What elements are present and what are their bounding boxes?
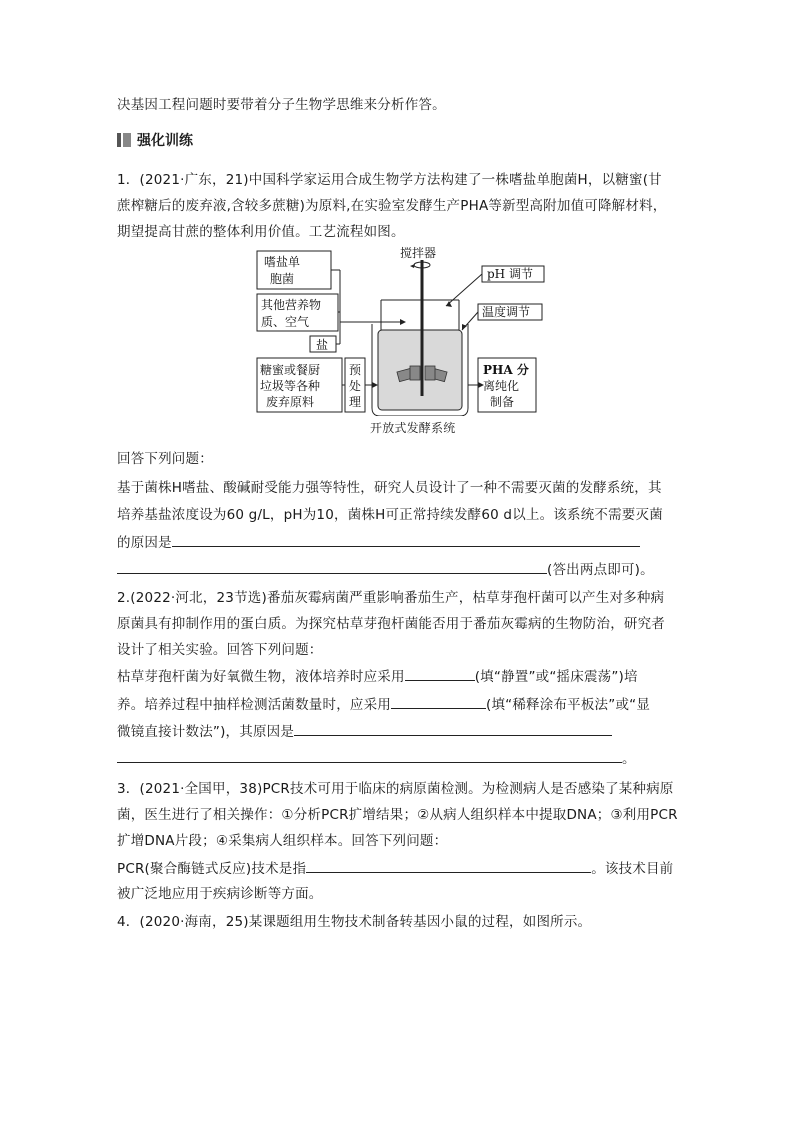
fermentation-process-diagram [250, 246, 550, 416]
section-title: 强化训练 [137, 133, 193, 149]
q3-line-4-text: PCR(聚合酶链式反应)技术是指 [117, 861, 307, 877]
q2-line-3: 设计了相关实验。回答下列问题： [117, 642, 323, 658]
salt-label: 盐 [316, 338, 329, 352]
ph-label: pH 调节 [487, 267, 533, 281]
q1-text-1: 基于菌株H嗜盐、酸碱耐受能力强等特性，研究人员设计了一种不需要灭菌的发酵系统，其 [117, 480, 662, 496]
q2-reason-blank-1[interactable] [294, 721, 612, 736]
q3-line-4 [117, 858, 677, 879]
q2-line-4-text: 枯草芽孢杆菌为好氧微生物，液体培养时应采用 [117, 669, 405, 685]
nutrients-label: 其他营养物 [261, 298, 322, 312]
q1-reason-prompt: 的原因是 [117, 535, 172, 551]
q2-line-4-hint: (填“静置”或“摇床震荡”)培 [474, 669, 638, 685]
pretreat-label: 理 [349, 395, 362, 409]
q3-line-1: 3．(2021·全国甲，38)PCR技术可用于临床的病原菌检测。为检测病人是否感染了某种病原 [117, 781, 674, 797]
diagram-caption: 开放式发酵系统 [370, 421, 456, 435]
waste-label: 废弃原料 [266, 395, 315, 409]
q3-line-4-suffix: 。该技术目前 [591, 861, 674, 877]
q2-line-1: 2.(2022·河北，23节选)番茄灰霉病菌严重影响番茄生产，枯草芽孢杆菌可以产生对多种病 [117, 590, 665, 606]
q1-text-4 [117, 559, 677, 580]
q2-reason-blank-2[interactable] [117, 748, 622, 763]
q2-line-5-hint: (填“稀释涂布平板法”或“显 [486, 697, 651, 713]
q2-line-4 [117, 666, 677, 687]
q3-line-5: 被广泛地应用于疾病诊断等方面。 [117, 886, 323, 902]
waste-label: 糖蜜或餐厨 [260, 363, 321, 377]
q1-answer-prompt: 回答下列问题： [117, 451, 213, 467]
pha-label: 制备 [490, 395, 515, 409]
q2-culture-method-blank[interactable] [405, 666, 475, 681]
q1-answer-blank-2[interactable] [117, 559, 547, 574]
stirrer-label: 搅拌器 [400, 246, 437, 260]
pha-label: PHA 分 [483, 363, 529, 377]
q2-line-6 [117, 721, 677, 742]
q1-text-3 [117, 532, 677, 553]
q1-line-2: 蔗榨糖后的废弃液,含较多蔗糖)为原料,在实验室发酵生产PHA等新型高附加值可降解材料， [117, 198, 667, 214]
q2-line-2: 原菌具有抑制作用的蛋白质。为探究枯草芽孢杆菌能否用于番茄灰霉病的生物防治，研究者 [117, 616, 665, 632]
bacteria-label: 胞菌 [270, 272, 295, 286]
q2-line-7 [117, 748, 677, 769]
bacteria-label: 嗜盐单 [264, 255, 301, 269]
q1-text-2: 培养基盐浓度设为60 g/L，pH为10，菌株H可正常持续发酵60 d以上。该系统不需要灭菌 [117, 507, 663, 523]
q1-line-3: 期望提高甘蔗的整体利用价值。工艺流程如图。 [117, 224, 405, 240]
q2-count-method-blank[interactable] [391, 694, 486, 709]
section-heading [117, 130, 193, 150]
pretreat-label: 预 [349, 363, 362, 377]
q2-line-6-text: 微镜直接计数法”)，其原因是 [117, 724, 295, 740]
q3-pcr-definition-blank[interactable] [306, 858, 591, 873]
heading-marker-icon [117, 133, 121, 147]
q4-line-1: 4．(2020·海南，25)某课题组用生物技术制备转基因小鼠的过程，如图所示。 [117, 914, 592, 930]
q2-end-punct: 。 [622, 751, 636, 767]
intro-text: 决基因工程问题时要带着分子生物学思维来分析作答。 [117, 97, 446, 113]
pretreat-label: 处 [349, 379, 362, 393]
temperature-label: 温度调节 [482, 305, 531, 319]
q1-line-1: 1．(2021·广东，21)中国科学家运用合成生物学方法构建了一株嗜盐单胞菌H，以糖蜜(甘 [117, 172, 662, 188]
heading-marker-icon [123, 133, 131, 147]
q2-line-5-text: 养。培养过程中抽样检测活菌数量时，应采用 [117, 697, 391, 713]
q1-answer-hint: (答出两点即可)。 [547, 562, 654, 578]
q2-line-5 [117, 694, 677, 715]
q3-line-3: 扩增DNA片段；④采集病人组织样本。回答下列问题： [117, 833, 448, 849]
q1-answer-blank-1[interactable] [172, 532, 640, 547]
q3-line-2: 菌，医生进行了相关操作：①分析PCR扩增结果；②从病人组织样本中提取DNA；③利用PCR [117, 807, 678, 823]
pha-label: 离纯化 [483, 379, 520, 393]
waste-label: 垃圾等各种 [260, 379, 321, 393]
nutrients-label: 质、空气 [261, 315, 310, 329]
